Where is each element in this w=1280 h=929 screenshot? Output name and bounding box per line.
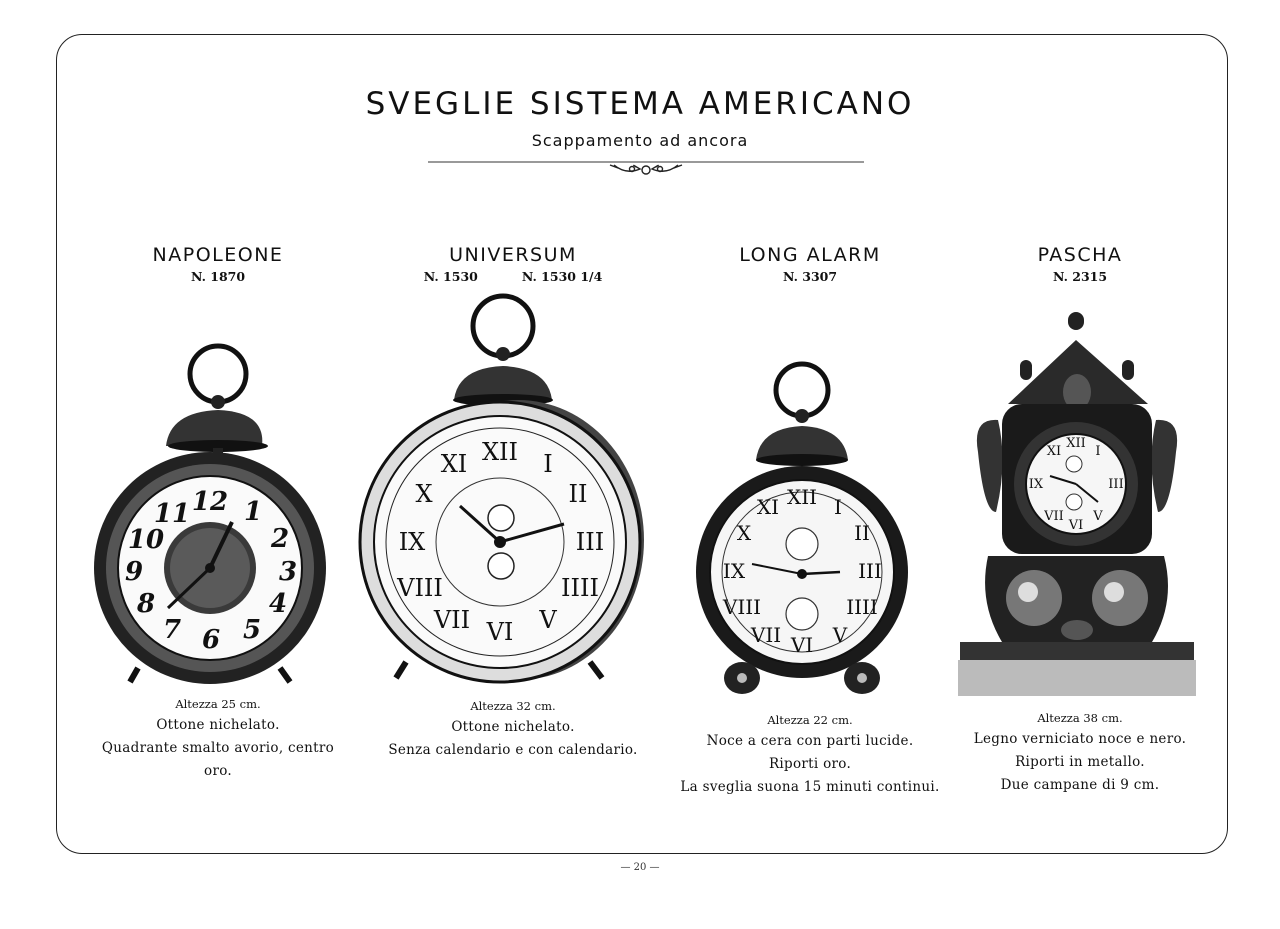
clock-description-line: Legno verniciato noce e nero.: [973, 731, 1187, 747]
svg-text:II: II: [854, 521, 870, 545]
long-alarm-clock-illustration: [694, 358, 924, 703]
svg-text:10: 10: [127, 525, 165, 555]
svg-text:VI: VI: [486, 618, 514, 646]
svg-text:9: 9: [124, 557, 144, 587]
clock-description-line: Ottone nichelato.: [451, 719, 575, 735]
svg-text:6: 6: [201, 625, 221, 655]
clock-description-line: La sveglia suona 15 minuti continui.: [680, 779, 940, 795]
clock-description-line: Riporti oro.: [768, 756, 852, 772]
universum-clock-illustration: [358, 292, 658, 687]
svg-text:IIII: IIII: [846, 595, 878, 619]
clock-card-long-alarm: [680, 244, 940, 804]
clock-model-number: N. 1870: [190, 269, 246, 284]
svg-text:I: I: [834, 495, 842, 519]
svg-text:VI: VI: [1068, 518, 1084, 533]
clock-description-line: Due campane di 9 cm.: [1000, 777, 1160, 793]
svg-text:III: III: [575, 528, 605, 556]
clock-model-number: N. 1530: [423, 269, 478, 284]
svg-text:1: 1: [243, 497, 263, 527]
clock-model-number: N. 3307: [782, 269, 838, 284]
svg-text:8: 8: [136, 589, 156, 619]
clock-name: UNIVERSUM: [449, 244, 577, 266]
svg-text:4: 4: [268, 589, 288, 619]
svg-text:XI: XI: [756, 495, 780, 519]
svg-text:11: 11: [153, 499, 191, 529]
clock-height: Altezza 25 cm.: [175, 697, 261, 711]
clock-description-line: Quadrante smalto avorio, centro oro.: [101, 740, 335, 779]
page-subtitle: Scappamento ad ancora: [531, 131, 749, 150]
svg-text:V: V: [539, 606, 557, 634]
clock-card-pascha: [950, 244, 1210, 804]
svg-text:IX: IX: [722, 559, 746, 583]
svg-text:XII: XII: [1066, 436, 1086, 451]
svg-text:XII: XII: [481, 438, 519, 466]
clock-height: Altezza 32 cm.: [470, 699, 556, 713]
svg-text:V: V: [832, 623, 848, 647]
svg-text:III: III: [1108, 477, 1124, 492]
page-number: — 20 —: [620, 862, 660, 873]
svg-text:VI: VI: [790, 633, 814, 657]
clock-card-universum: [368, 244, 658, 764]
svg-text:VII: VII: [433, 606, 471, 634]
svg-text:III: III: [858, 559, 882, 583]
svg-text:3: 3: [278, 557, 298, 587]
svg-text:5: 5: [242, 615, 262, 645]
clock-description-line: Riporti in metallo.: [1015, 754, 1145, 770]
svg-text:XI: XI: [440, 450, 468, 478]
clock-model-number: N. 2315: [1052, 269, 1108, 284]
pascha-clock-illustration: [958, 312, 1198, 702]
svg-text:V: V: [1093, 509, 1103, 524]
svg-text:X: X: [415, 480, 433, 508]
svg-text:IX: IX: [398, 528, 426, 556]
clock-description-line: Ottone nichelato.: [156, 717, 280, 733]
svg-text:VII: VII: [750, 623, 782, 647]
svg-text:VIII: VIII: [397, 574, 443, 602]
svg-text:VIII: VIII: [722, 595, 762, 619]
clock-model-number: N. 1530 1/4: [521, 269, 603, 284]
page-title: SVEGLIE SISTEMA AMERICANO: [365, 86, 915, 122]
napoleone-clock-illustration: [90, 340, 330, 685]
clock-height: Altezza 38 cm.: [1037, 711, 1123, 725]
title-ornament-divider: [428, 158, 864, 180]
clock-height: Altezza 22 cm.: [767, 713, 853, 727]
clock-card-napoleone: [88, 244, 348, 779]
clock-name: PASCHA: [1037, 244, 1123, 266]
svg-text:12: 12: [191, 487, 229, 517]
svg-text:I: I: [543, 450, 553, 478]
svg-text:IIII: IIII: [561, 574, 599, 602]
svg-text:II: II: [568, 480, 588, 508]
svg-text:XI: XI: [1046, 444, 1062, 459]
svg-text:VII: VII: [1044, 509, 1064, 524]
svg-text:XII: XII: [786, 485, 818, 509]
svg-text:7: 7: [162, 615, 182, 645]
svg-text:X: X: [736, 521, 752, 545]
clock-name: LONG ALARM: [739, 244, 881, 266]
svg-text:2: 2: [270, 524, 290, 554]
clock-name: NAPOLEONE: [152, 244, 284, 266]
svg-text:I: I: [1095, 444, 1101, 459]
clock-description-line: Senza calendario e con calendario.: [388, 742, 638, 758]
clock-description-line: Noce a cera con parti lucide.: [706, 733, 914, 749]
svg-text:IX: IX: [1028, 477, 1044, 492]
